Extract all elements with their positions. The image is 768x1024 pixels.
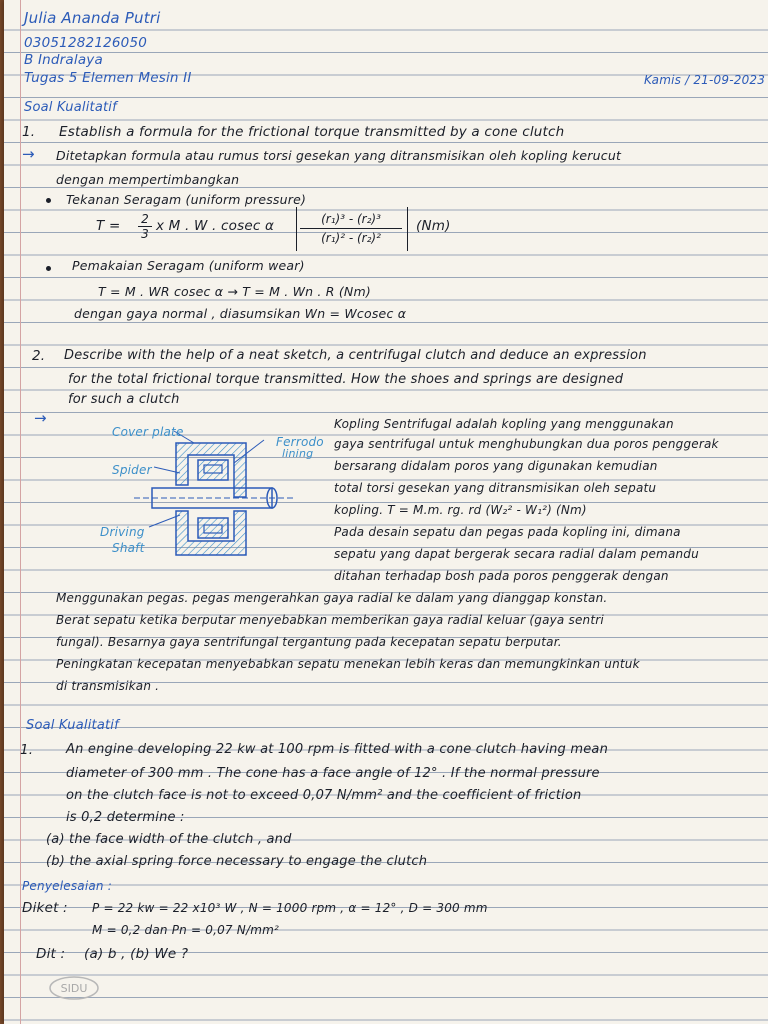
diket-label: Diket : [22,900,68,916]
q2-full-line2: Berat sepatu ketika berputar menyebabkan memberikan gaya radial keluar (gaya sentri [56,613,604,627]
sketch-label-lining: lining [282,447,314,460]
radius-numerator: (r₁)³ - (r₂)³ [321,212,381,226]
formula-unit: (Nm) [416,218,451,234]
q2-side-line4: total torsi gesekan yang ditransmisikan oleh sepatu [334,481,657,495]
notebook-page [4,0,768,1024]
student-name: Julia Ananda Putri [24,9,161,27]
s2-q1-line1: An engine developing 22 kw at 100 rpm is fitted with a cone clutch having mean [66,742,609,757]
diket-line2: M = 0,2 dan Pn = 0,07 N/mm² [92,923,279,937]
section1-title: Soal Kualitatif [24,100,117,115]
uniform-pressure-label: Tekanan Seragam (uniform pressure) [66,192,307,207]
q2-full-line3: fungal). Besarnya gaya sentrifungal tergantung pada kecepatan sepatu berputar. [56,635,562,649]
q2-text-line1: Describe with the help of a neat sketch, a centrifugal clutch and deduce an expression [64,348,647,363]
q2-side-line5: kopling. T = M.m. rg. rd (W₂² - W₁²) (Nm) [334,503,587,517]
margin-line [20,0,21,1024]
q2-side-line6: Pada desain sepatu dan pegas pada kopling ini, dimana [334,525,681,539]
q2-side-line8: ditahan terhadap bosh pada poros penggerak dengan [334,569,669,583]
q2-full-line5: di transmisikan . [56,679,160,693]
s2-q1-part-b: (b) the axial spring force necessary to engage the clutch [46,854,428,869]
sidu-logo-text: SIDU [60,982,88,995]
formula-lhs: T = [96,218,121,234]
q1-answer-line1: Ditetapkan formula atau rumus torsi gesekan yang ditransmisikan oleh kopling kerucut [56,148,622,163]
formula-middle: x M . W . cosec α [156,218,275,234]
q1-text: Establish a formula for the frictional torque transmitted by a cone clutch [59,124,565,140]
sidu-logo [48,974,100,1002]
student-id: 03051282126050 [24,35,148,51]
sketch-label-ferrodo: Ferrodo [276,435,324,449]
dit-label: Dit : [36,946,66,962]
s2-q1-line3: on the clutch face is not to exceed 0,07 N/mm² and the coefficient of friction [66,788,582,803]
q2-side-line2: gaya sentrifugal untuk menghubungkan dua poros penggerak [334,437,719,451]
radius-denominator: (r₁)² - (r₂)² [300,228,402,247]
q2-text-line3: for such a clutch [68,392,180,407]
sketch-label-spider: Spider [112,463,152,477]
q1-number: 1. [22,124,36,140]
date: Kamis / 21-09-2023 [644,73,766,87]
diket-line1: P = 22 kw = 22 x10³ W , N = 1000 rpm , α = 12° , D = 300 mm [92,901,488,915]
dit-text: (a) b , (b) We ? [84,946,189,962]
sketch-label-driving: Driving [100,525,145,539]
s2-q1-part-a: (a) the face width of the clutch , and [46,832,292,847]
fraction-numerator: 2 [141,212,149,226]
assignment-title: Tugas 5 Elemen Mesin II [24,70,192,86]
bullet-icon [46,198,51,203]
q2-full-line4: Peningkatan kecepatan menyebabkan sepatu menekan lebih keras dan memungkinkan untuk [56,657,640,671]
uniform-wear-label: Pemakaian Seragam (uniform wear) [72,258,305,273]
arrow-icon: → [22,145,35,163]
radius-fraction [300,210,402,247]
s2-q1-line2: diameter of 300 mm . The cone has a face angle of 12° . If the normal pressure [66,766,600,781]
student-location: B Indralaya [24,52,103,68]
q2-side-line1: Kopling Sentrifugal adalah kopling yang menggunakan [334,417,674,431]
fraction-denominator: 3 [138,226,152,241]
s2-q1-line4: is 0,2 determine : [66,810,185,825]
solution-title: Penyelesaian : [22,879,112,893]
q2-side-line3: bersarang didalam poros yang digunakan kemudian [334,459,658,473]
arrow-icon: → [34,409,47,427]
uniform-wear-note: dengan gaya normal , diasumsikan Wn = Wcosec α [74,306,407,321]
bullet-icon [46,266,51,271]
q2-text-line2: for the total frictional torque transmitted. How the shoes and springs are designed [68,372,624,387]
q2-number: 2. [32,348,46,364]
sketch-label-cover-plate: Cover plate [112,425,184,439]
q1-answer-line2: dengan mempertimbangkan [56,172,240,187]
q2-side-line7: sepatu yang dapat bergerak secara radial dalam pemandu [334,547,699,561]
uniform-wear-formula: T = M . WR cosec α → T = M . Wn . R (Nm) [98,284,371,299]
q2-full-line1: Menggunakan pegas. pegas mengerahkan gaya radial ke dalam yang dianggap konstan. [56,591,608,605]
sketch-label-shaft: Shaft [112,541,145,555]
s2-q1-number: 1. [20,742,34,758]
fraction-two-thirds [138,212,152,241]
section2-title: Soal Kualitatif [26,718,119,733]
